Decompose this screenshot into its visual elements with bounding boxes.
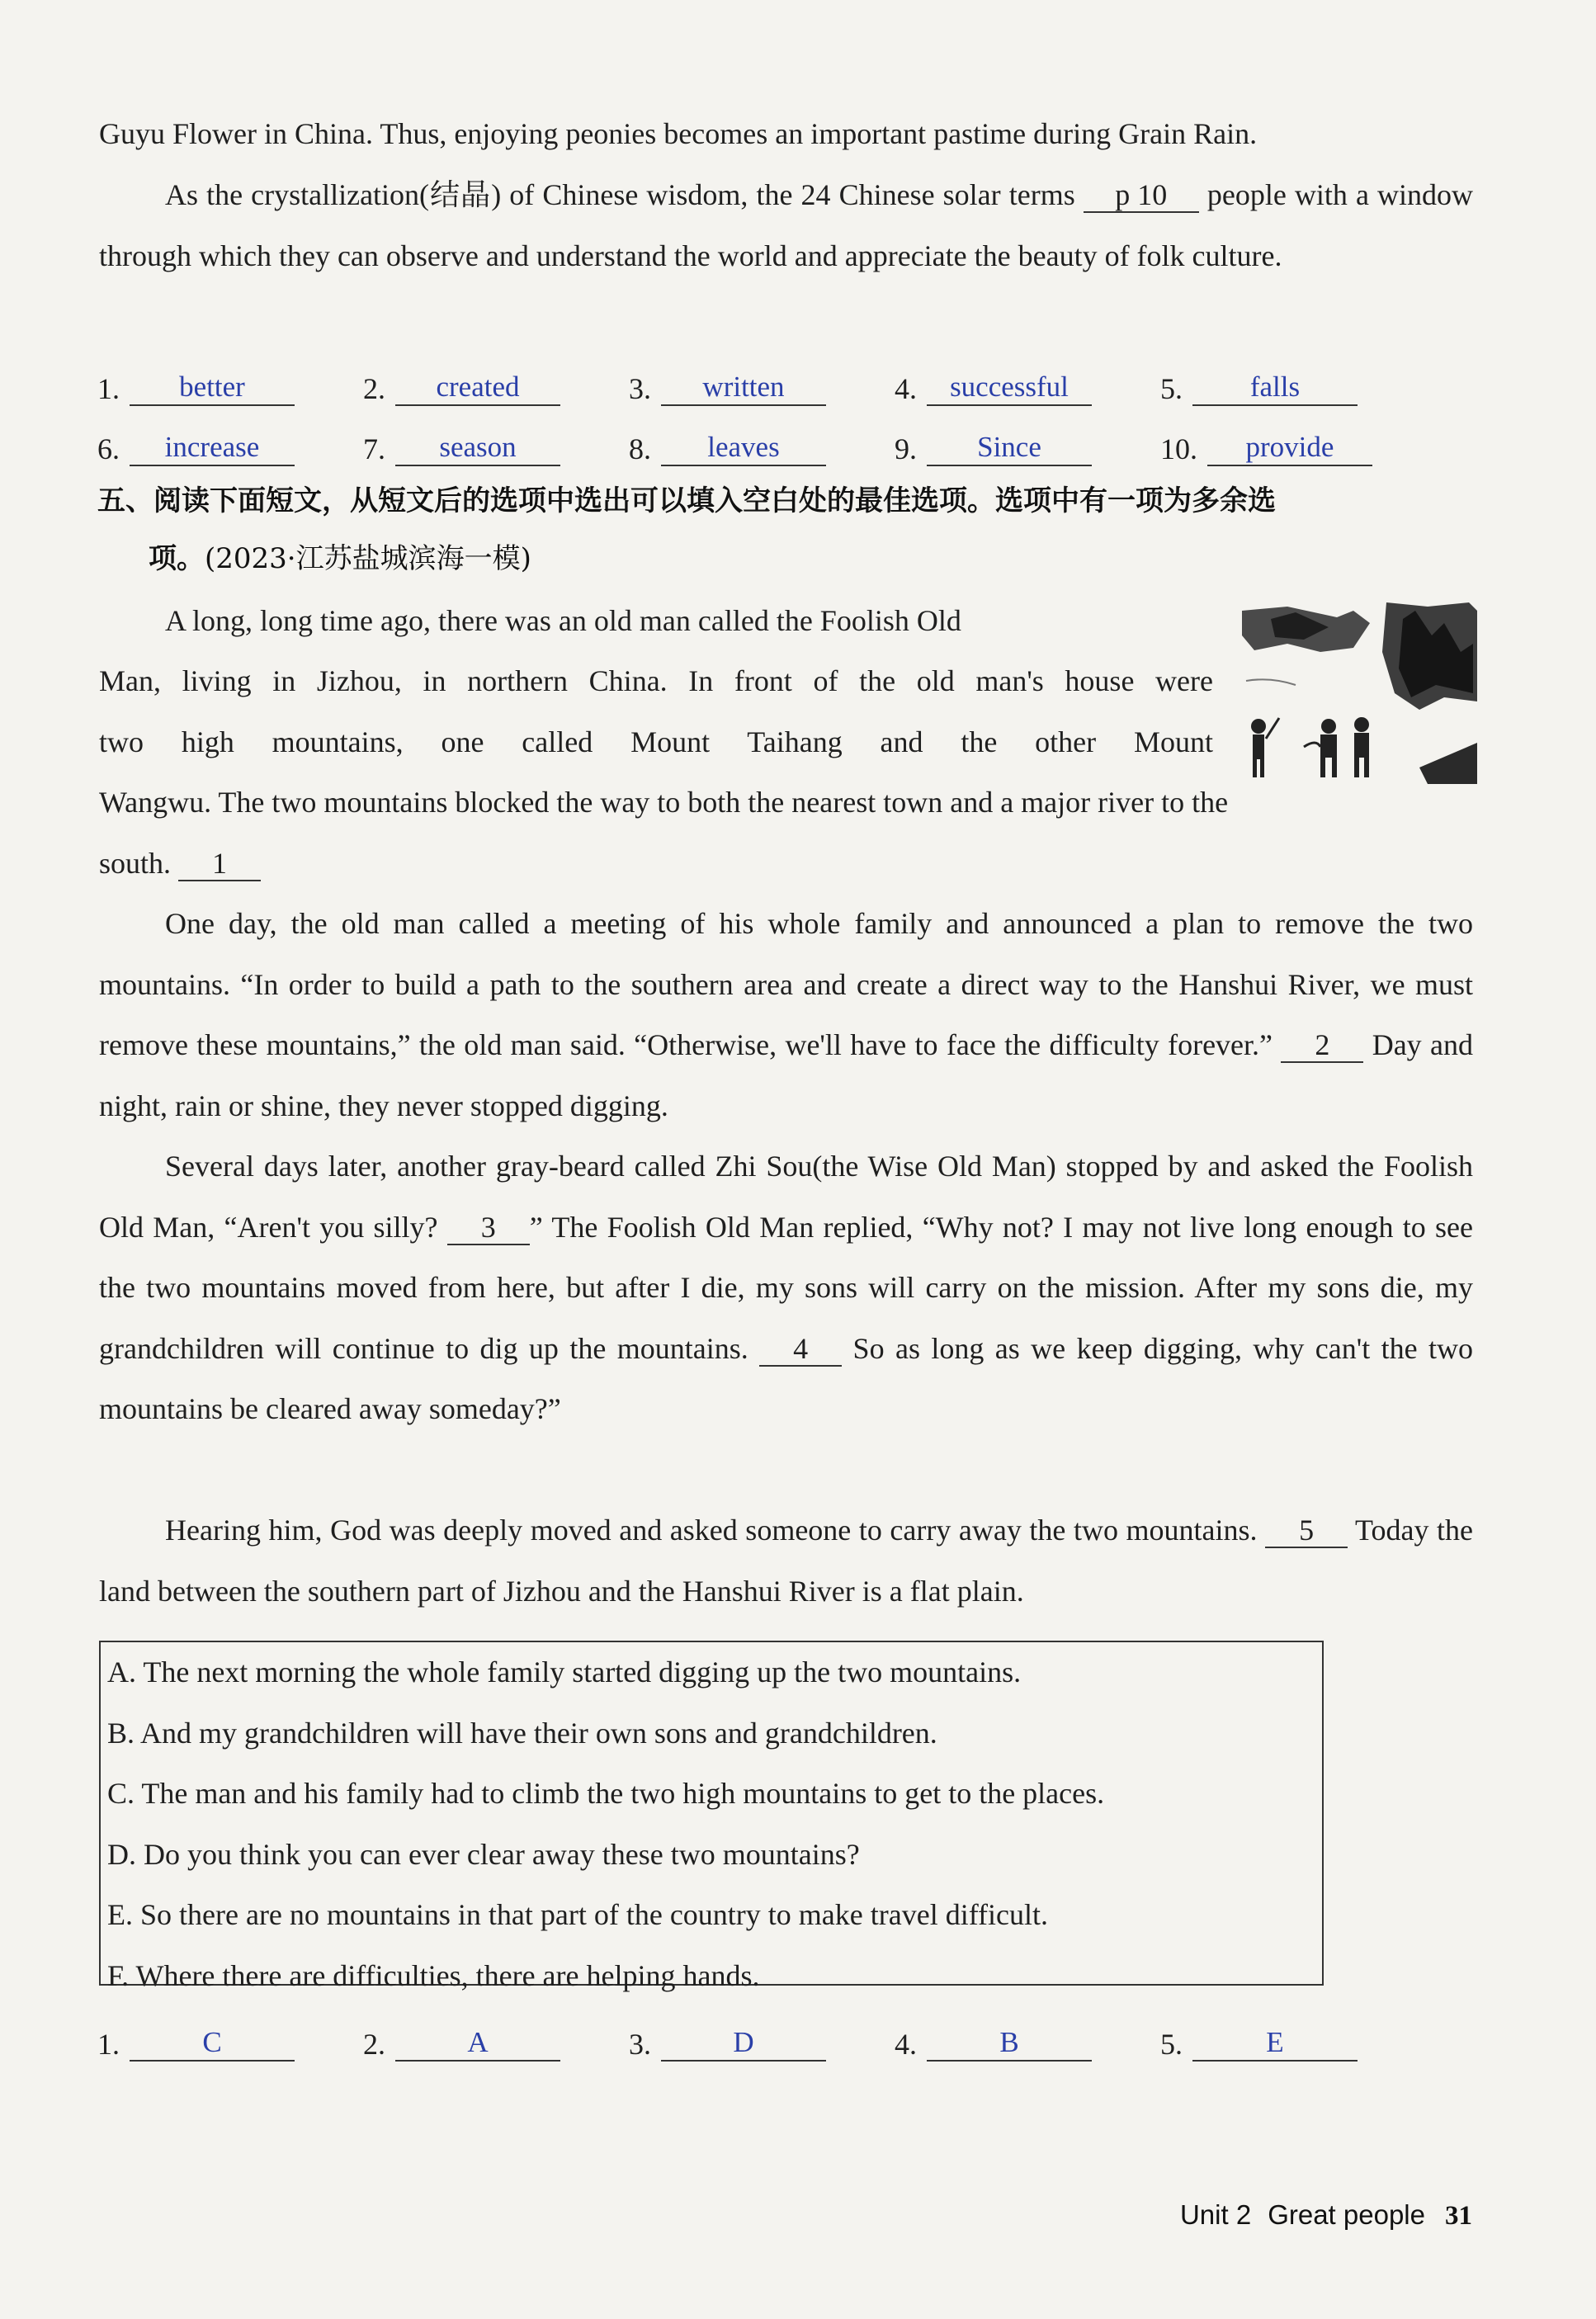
answer-number: 3. [629,372,651,405]
answer-field[interactable]: successful [927,370,1092,406]
story-line: Wangwu. The two mountains blocked the way to both the nearest town and a major river to the [99,786,1229,819]
answer-cell [895,2012,1160,2062]
answer-number: 7. [363,432,385,465]
story-text: Today the land between the southern part of Jizhou and the Hanshui River is a flat plain. [99,1514,1473,1608]
option-b: B. And my grandchildren will have their own sons and grandchildren. [107,1716,937,1750]
answer-field[interactable]: season [395,430,560,466]
section-heading-line1: 五、阅读下面短文，从短文后的选项中选出可以填入空白处的最佳选项。选项中有一项为多余选 [97,484,1276,517]
blank-1[interactable]: 1 [178,847,261,881]
answer-field[interactable]: A [395,2025,560,2062]
blank-3[interactable]: 3 [447,1211,530,1245]
story-text: One day, the old man called a meeting of his whole family and announced a plan to remove the two mountains. “In order to build a path to the southern area and create a direct way to the Hanshui River, we must remove these mountains,” the old man said. “Otherwise, we'll have to face the difficulty forever.” [99,907,1473,1061]
blank-10[interactable]: p 10 [1084,178,1199,213]
answer-field[interactable]: provide [1207,430,1372,466]
answer-row-1 [97,357,1451,406]
answer-field[interactable]: increase [130,430,295,466]
answer-number: 1. [97,2028,120,2061]
story-text: Several days later, another gray-beard called Zhi Sou(the Wise Old Man) stopped by and asked the Foolish Old Man, “Aren't you silly? [99,1150,1473,1244]
answer-field[interactable]: better [130,370,295,406]
answer-cell [97,357,363,406]
blank-2[interactable]: 2 [1281,1028,1363,1063]
intro-p2-after: people with a window through which they can observe and understand the world and appreciate the beauty of folk culture. [99,178,1473,272]
answer-cell [363,2012,629,2062]
answer-cell [629,2012,895,2062]
story-text: ” The Foolish Old Man replied, “Why not? I may not live long enough to see the two mountains moved from here, but after I die, my sons will carry on the mission. After my sons die, my grandchildren will continue to dig up the mountains. [99,1210,1473,1365]
story-paragraph-1b [99,651,1213,772]
story-text: So as long as we keep digging, why can't the two mountains be cleared away someday?” [99,1331,1473,1425]
option-a: A. The next morning the whole family started digging up the two mountains. [107,1655,1022,1688]
answer-cell [363,417,629,466]
answer-cell [629,417,895,466]
intro-p2-before: As the crystallization(结晶) of Chinese wisdom, the 24 Chinese solar terms [165,178,1084,211]
answer-number: 10. [1160,432,1197,465]
answer-field[interactable]: created [395,370,560,406]
blank-5[interactable]: 5 [1265,1514,1348,1548]
footer-title: Great people [1268,2199,1425,2230]
option-f: F. Where there are difficulties, there are helping hands. [107,1958,760,1992]
answer-number: 4. [895,372,917,405]
intro-line [99,104,1473,165]
answer-cell [363,357,629,406]
answer-cell [1160,417,1426,466]
answer-row-part5 [97,2012,1451,2062]
section-heading [97,472,1484,588]
story-line: A long, long time ago, there was an old man called the Foolish Old [165,604,961,637]
answer-number: 5. [1160,372,1183,405]
options-box [99,1641,1324,1992]
answer-number: 6. [97,432,120,465]
section-heading-line2 [97,530,1484,588]
story-line: two high mountains, one called Mount Taihang and the other Mount [99,725,1213,758]
story-paragraph-1a [99,591,1213,652]
option-d: D. Do you think you can ever clear away these two mountains? [107,1837,860,1871]
answer-row-2 [97,417,1451,466]
answer-number: 9. [895,432,917,465]
page-footer [1180,2199,1472,2232]
intro-paragraph [99,165,1473,286]
section-heading-tail: 项。 [149,542,205,575]
answer-field[interactable]: Since [927,430,1092,466]
answer-cell [629,357,895,406]
answer-number: 3. [629,2028,651,2061]
story-text: Day and night, rain or shine, they never stopped digging. [99,1028,1473,1122]
answer-field[interactable]: leaves [661,430,826,466]
answer-number: 2. [363,2028,385,2061]
story-text: Hearing him, God was deeply moved and asked someone to carry away the two mountains. [165,1514,1266,1547]
answer-cell [97,417,363,466]
story-paragraph-1c [99,772,1473,894]
intro-line-text: Guyu Flower in China. Thus, enjoying peonies becomes an important pastime during Grain Rain. [99,117,1258,150]
page-number: 31 [1445,2201,1472,2231]
answer-field[interactable]: falls [1192,370,1358,406]
blank-4[interactable]: 4 [759,1332,842,1367]
foolish-old-man-illustration [1238,602,1477,784]
answer-field[interactable]: E [1192,2025,1358,2062]
story-line: south. [99,846,172,880]
answer-cell [97,2012,363,2062]
answer-field[interactable]: D [661,2025,826,2062]
answer-number: 8. [629,432,651,465]
story-paragraph-2 [99,894,1473,1136]
story-paragraph-4 [99,1500,1473,1622]
story-paragraph-3 [99,1136,1473,1440]
answer-number: 1. [97,372,120,405]
answer-cell [895,417,1160,466]
section-source: (2023·江苏盐城滨海一模) [205,542,531,575]
answer-number: 5. [1160,2028,1183,2061]
option-c: C. The man and his family had to climb the two high mountains to get to the places. [107,1777,1105,1810]
option-e: E. So there are no mountains in that part of the country to make travel difficult. [107,1898,1049,1931]
answer-cell [895,357,1160,406]
answer-cell [1160,2012,1426,2062]
footer-unit: Unit 2 [1179,2199,1252,2230]
answer-field[interactable]: B [927,2025,1092,2062]
answer-cell [1160,357,1426,406]
answer-field[interactable]: written [661,370,826,406]
story-line: Man, living in Jizhou, in northern China. In front of the old man's house were [99,664,1213,697]
answer-number: 2. [363,372,385,405]
answer-number: 4. [895,2028,917,2061]
answer-field[interactable]: C [130,2025,295,2062]
